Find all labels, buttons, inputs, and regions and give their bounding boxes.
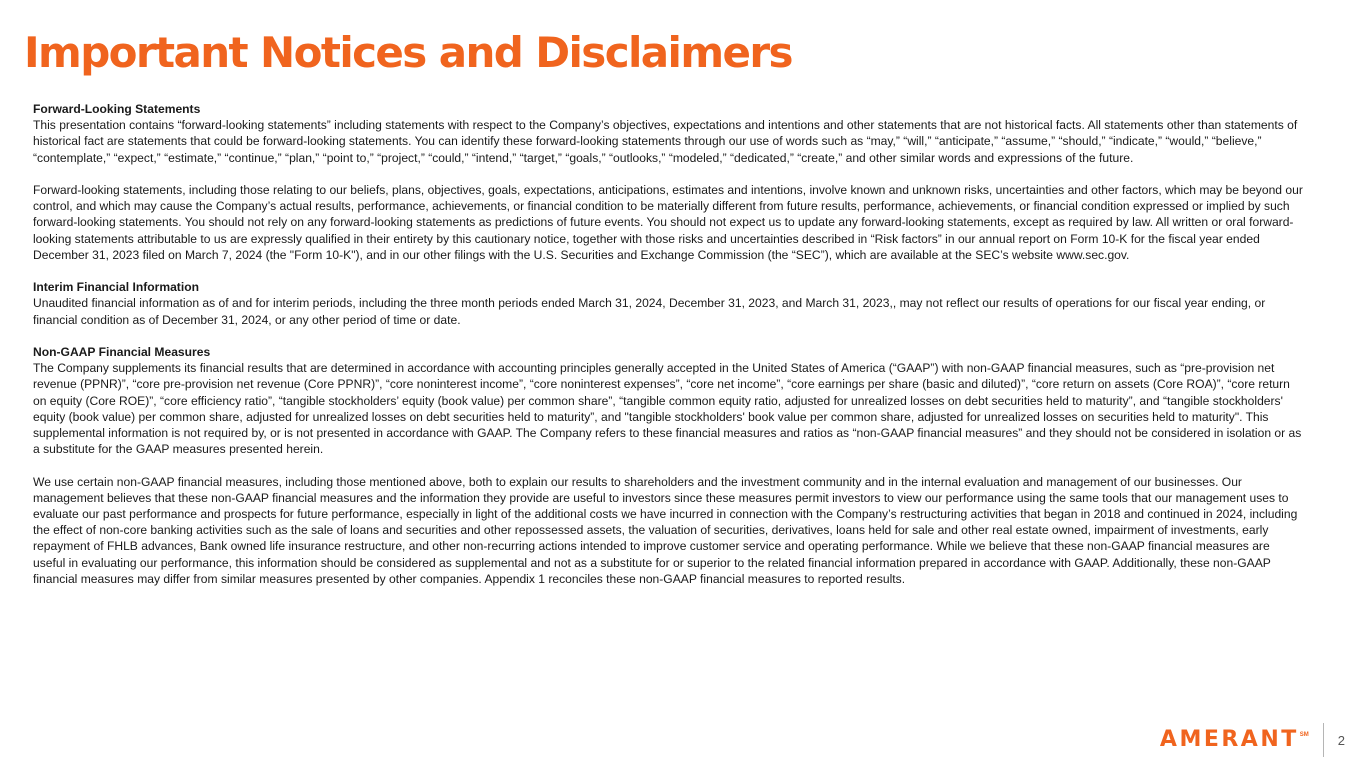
page-title: Important Notices and Disclaimers <box>24 28 792 77</box>
interim-financial-heading: Interim Financial Information <box>33 280 199 295</box>
logo-wordmark: AMERANT <box>1159 727 1299 752</box>
non-gaap-section <box>33 344 1305 587</box>
service-mark: SM <box>1299 732 1309 738</box>
forward-looking-paragraph-2: Forward-looking statements, including those relating to our beliefs, plans, objectives, goals, expectations, anticipations, estimates and intentions, involve known and unknown risks, uncertainties and other factors, which may be beyond our control, and which may cause the Company’s actual results, performance, achievements, or financial condition to be materially different from future results, performance, achievements, or financial condition expressed or implied by such forward-looking statements. You should not rely on any forward-looking statements as predictions of future events. You should not expect us to update any forward-looking statements, except as required by law. All written or oral forward-looking statements attributable to us are expressly qualified in their entirety by this cautionary notice, together with those risks and uncertainties described in “Risk factors” in our annual report on Form 10-K for the fiscal year ended December 31, 2023 filed on March 7, 2024 (the "Form 10-K"), and in our other filings with the U.S. Securities and Exchange Commission (the “SEC”), which are available at the SEC’s website www.sec.gov. <box>33 183 1303 262</box>
non-gaap-paragraph-2: We use certain non-GAAP financial measures, including those mentioned above, both to explain our results to shareholders and the investment community and in the internal evaluation and management of our businesses. Our management believes that these non-GAAP financial measures and the information they provide are useful to investors since these measures permit investors to view our performance using the same tools that our management uses to evaluate our past performance and prospects for future performance, especially in light of the additional costs we have incurred in connection with the Company’s restructuring activities that began in 2018 and continued in 2024, including the effect of non-core banking activities such as the sale of loans and securities and other repossessed assets, the valuation of securities, derivatives, loans held for sale and other real estate owned, impairment of investments, early repayment of FHLB advances, Bank owned life insurance restructure, and other non-recurring actions intended to improve customer service and operating performance. While we believe that these non-GAAP financial measures are useful in evaluating our performance, this information should be considered as supplemental and not as a substitute for or superior to the related financial information prepared in accordance with GAAP. Additionally, these non-GAAP financial measures may differ from similar measures presented by other companies. Appendix 1 reconciles these non-GAAP financial measures to reported results. <box>33 474 1298 586</box>
page-number: 2 <box>1337 732 1345 748</box>
forward-looking-section <box>33 101 1305 263</box>
disclaimer-body <box>33 101 1305 603</box>
interim-financial-paragraph: Unaudited financial information as of and for interim periods, including the three month periods ended March 31, 2024, December 31, 2023, and March 31, 2023,, may not reflect our results of operations for our fiscal year ending, or financial condition as of December 31, 2024, or any other period of time or date. <box>33 296 1266 327</box>
interim-financial-section <box>33 279 1305 328</box>
non-gaap-heading: Non-GAAP Financial Measures <box>33 345 211 359</box>
footer <box>1160 722 1345 758</box>
amerant-logo <box>1160 729 1309 751</box>
forward-looking-heading: Forward-Looking Statements <box>33 102 201 116</box>
footer-divider <box>1323 723 1324 757</box>
forward-looking-paragraph-1: This presentation contains “forward-looking statements” including statements with respect to the Company’s objectives, expectations and intentions and other statements that are not historical facts. All statements other than statements of historical fact are statements that could be forward-looking statements. You can identify these forward-looking statements through our use of words such as “may,” “will,” “anticipate,” “assume,” “should,” “indicate,” “would,” “believe,” “contemplate,” “expect,” “estimate,” “continue,” “plan,” “point to,” “project,” “could,” “intend,” “target,” “goals,” “outlooks,” “modeled,” “dedicated,” “create,” and other similar words and expressions of the future. <box>33 118 1298 165</box>
non-gaap-paragraph-1: The Company supplements its financial results that are determined in accordance with accounting principles generally accepted in the United States of America (“GAAP”) with non-GAAP financial measures, such as “pre-provision net revenue (PPNR)”, “core pre-provision net revenue (Core PPNR)”, “core noninterest income”, “core noninterest expenses”, “core net income”, “core earnings per share (basic and diluted)”, “core return on assets (Core ROA)”, “core return on equity (Core ROE)”, “core efficiency ratio”, “tangible stockholders’ equity (book value) per common share”, “tangible common equity ratio, adjusted for unrealized losses on debt securities held to maturity”, and “tangible stockholders' equity (book value) per common share, adjusted for unrealized losses on debt securities held to maturity”, and "tangible stockholders' book value per common share, adjusted for unrealized losses on securities held to maturity". This supplemental information is not required by, or is not presented in accordance with GAAP. The Company refers to these financial measures and ratios as “non-GAAP financial measures” and they should not be considered in isolation or as a substitute for the GAAP measures presented herein. <box>33 361 1302 457</box>
